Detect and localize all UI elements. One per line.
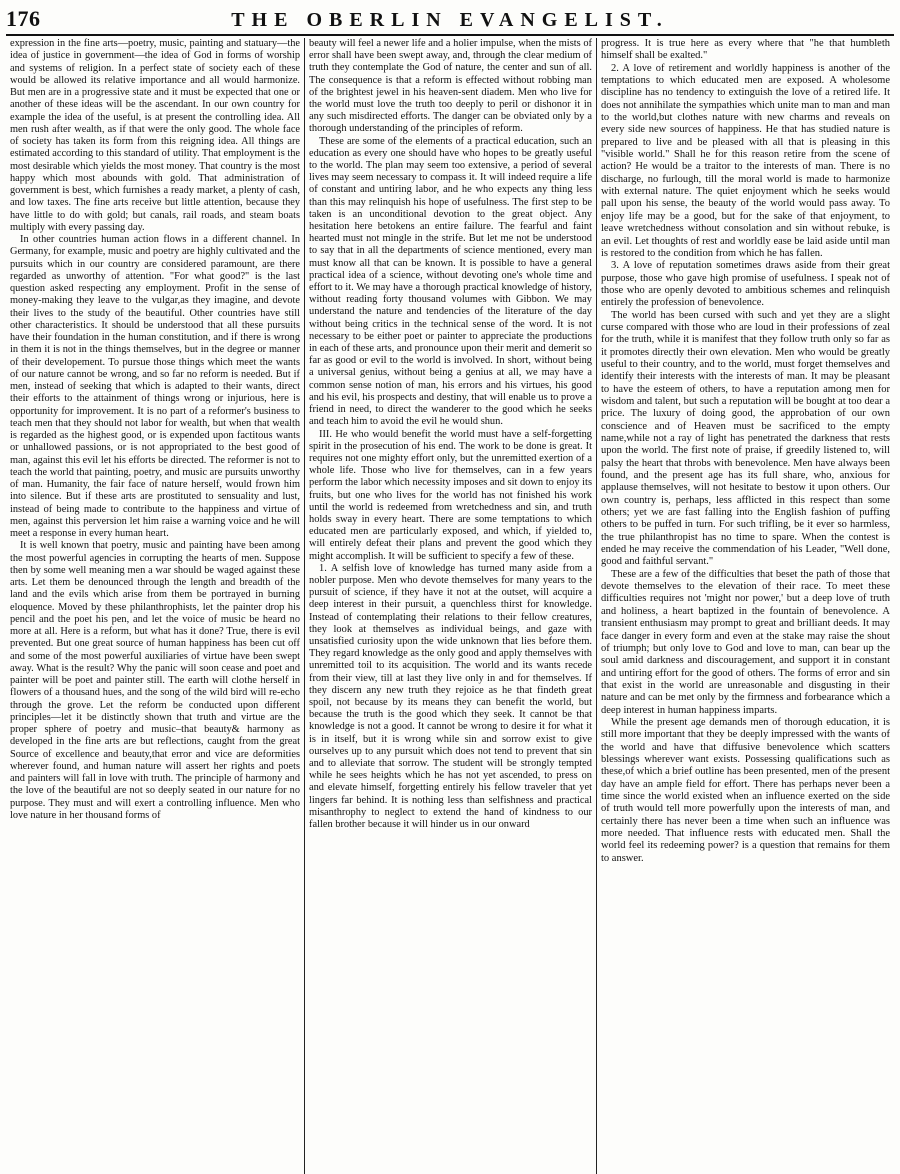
page-number: 176 (6, 6, 41, 31)
text-columns (6, 38, 894, 1174)
paragraph: 3. A love of reputation sometimes draws aside from their great purpose, those who gave high promise of usefulness. I speak not of those who are openly devoted to ambitious schemes and relinquish entirely the profession of benevolence. (601, 260, 890, 309)
newspaper-title: THE OBERLIN EVANGELIST. (231, 9, 669, 31)
paragraph: It is well known that poetry, music and painting have been among the most powerful agencies in corrupting the hearts of men. Suppose then by some well meaning men a war should be waged against these arts. Let them be denounced through the length and breadth of the land and the evils which arise from them be portrayed in burning eloquence. Moved by these philanthrophists, let the painter drop his pencil and the poet his pen, and let the voice of music be heard no more at all. Here is a reform, but what has it done? True, there is evil prevented. But one great source of human happiness has been cut off and some of the most powerful auxiliaries of virtue have been swept away. What is the result? Why the panic will soon cease and poet and painter will be poet and painter still. The earth will clothe herself in flowers of a thousand hues, and the song of the wild bird will re-echo through the grove. Let the reform be conducted upon different principles—let it be distinctly shown that truth and virtue are the proper sphere of poetry and music–that beauty& harmony as developed in the fine arts are but reflections, caught from the great Source of excellence and beauty,that error and vice are deformities wherever found, and human nature will assert her rights and poets and painters will fall in love with truth. The principle of harmony and the love of the beautiful are not so deeply seated in our nature for no purpose. They must and will exert a controlling influence. Men who love nature in her thousand forms of (10, 540, 300, 821)
paragraph: 1. A selfish love of knowledge has turned many aside from a nobler purpose. Men who devote themselves for many years to the pursuit of science, if they have it not at the outset, will acquire a deep interest in their pursuit, a quenchless thirst for knowledge. Instead of contemplating their relations to their fellow creatures, they look at themselves as individual beings, and gaze with unsatisfied curiosity upon the wide unknown that lies before them. They regard knowledge as the only good and apply themselves with unremitted toil to its acquisition. The world and its wants recede from their view, till at last they live only in and for themselves. If they discern any new truth they rejoice as he that findeth great spoil, not because by its means they can benefit the world, but because the truth is the good which they seek. It cannot be that knowledge is not a good. It cannot be wrong to desire it for what it is in itself, but it is wrong while sin and sorrow exist to give ourselves up to any pursuit which does not tend to prevent that sin and to alleviate that sorrow. The student will be strongly tempted while he sees heights which he has not yet ascended, to press on and elevate himself, forgetting entirely his fellow traveler that yet lingers far behind. It is nothing less than selfishness and practical misanthrophy to neglect to extend the hand of kindness to our fallen brother because it will hinder us in our onward (309, 562, 592, 830)
column-2 (304, 38, 596, 1174)
paragraph: While the present age demands men of thorough education, it is still more important that they be deeply impressed with the wants of the world and have that diffusive benevolence which scatters blessings wherever want exists. Possessing qualifications such as these,of which a brief outline has been presented, men of the present day have an ample field for effort. There has perhaps never been a time since the world existed when an influence exerted on the side of truth would tell more powerfully upon the interests of man, and certainly there has never been a time when such an influence was more needed. That influence rests with educated men. Shall the world feel its redeeming power? is a question that remains for them to answer. (601, 716, 890, 864)
paragraph: These are some of the elements of a practical education, such an education as every one should have who hopes to be greatly useful to the world. The plan may seem too extensive, a period of several lives may seem necessary to compass it. It will indeed require a life of constant and untiring labor, and he who expects any thing less than this may relinquish his hope of usefulness. The first step to be taken is an unconditional devotion to the great object. Any hesitation here betokens an entire failure. The fearful and faint hearted must not mingle in the strife. But let me not be understood to say that in all the departments of science mentioned, every man must know all that can be known. It is possible to have a general practical idea of a science, without devoting one's whole time and effort to it. We may have a thorough practical knowledge of history, without reading forty thousand volumes with Gibbon. We may understand the nature and tendencies of the literature of the day without being critics in the technical sense of the word. It is not necessary to be either poet or painter to appreciate the productions in each of these arts, and pronounce upon their merit and demerit so far as good or evil to the world is involved. In short, without being a universal genius, without being a genius at all, we may have a common sense notion of man, his errors and his virtues, his good and his evil, his prospects and destiny, that will enable us to prove a friend in need, to direct the wanderer to the good which he seeks and teach him to avoid the evil he would shun. (309, 135, 592, 428)
paragraph: expression in the fine arts—poetry, music, painting and statuary—the idea of justice in government—the idea of God in forms of worship and systems of religion. In a perfect state of society each of these would be allowed its relative importance and all would harmonize. But men are in a progressive state and it must be expected that one or another of these ideas will be the ascendant. In our own country for example the idea of the useful, is at present the controlling idea. All men rush after wealth, as if that were the only good. The whole face of society has taken its form from this reigning idea. All things are estimated according to this standard of utility. That employment is the most desirable which yields the most money. That country is the most happy which most abounds with gold. That administration of government is best, which furnishes a ready market, a plenty of cash, and low taxes. The fine arts receive but little attention, because they have little to do with gold; but canals, rail roads, and steam boats multiply with every passing day. (10, 38, 300, 233)
paragraph: III. He who would benefit the world must have a self-forgetting spirit in the prosecution of his end. The work to be done is great. It requires not one mighty effort only, but the unremitted exertion of a whole life. Those who live for themselves, can in a few years perform the labor which necessity imposes and sit down to enjoy its fruits, but one who lives for the world has not finished his work until the world is redeemed from wretchedness and sin, and truth holds sway in every heart. There are some temptations to which educated men are particularly exposed, and which, if yielded to, will entirely defeat their plans and prevent the good which they might accomplish. It will be sufficient to specify a few of these. (309, 428, 592, 562)
paragraph: In other countries human action flows in a different channel. In Germany, for example, music and poetry are highly cultivated and the pursuits which in our country are considered paramount, are there regarded as unworthy of attention. "For what good?" is the last question asked respecting any employment. Profit in the sense of money-making they leave to the vulgar,as they imagine, and devote their lives to the study of the beautiful. Other countries have still other characteristics. It should be understood that all these pursuits have their foundation in the human constitution, and if there is wrong in them it is not in the things themselves, but in the degree or manner of their developement. To pursue those things which meet the wants of our nature cannot be wrong, and so far no reform is needed. But if men, instead of seeking that which is adapted to their wants, direct their efforts to the attainment of things wrong or injurious, here is opportunity for improvement. It is no part of a reformer's business to teach men that they should not labor for wealth, but when that wealth is regarded as the highest good, or is expended upon factitous wants or unhallowed passions, or is not appropriated to the best good of man, against this evil let his efforts be directed. The reformer is not to teach the world that painting, poetry, and music are pursuits unworthy of man. Humanity, the fair face of nature herself, would frown him into silence. But if these arts are prostituted to sensuality and lust, instead of being made to contribute to the happiness and virtue of men, against this perversion let him raise a warning voice and he will meet a response in every human heart. (10, 234, 300, 539)
paragraph: These are a few of the difficulties that beset the path of those that devote themselves to the elevation of their race. To meet these difficulties requires not 'might nor power,' but a deep love of truth and holiness, a heart baptized in the fountain of benevolence. A transient enthusiasm may prompt to great and brilliant deeds. It may face danger in every form and even at the stake may raise the shout of triumph; but only love to God and love to man, can bear up the soul amid darkness and discouragement, and support it in constant and untiring effort for the good of others. The forms of error and sin that exist in the world are unreasonable and disgusting in their nature and can be met only by the firmness and forbearance which a deep interest in human happiness imparts. (601, 568, 890, 716)
paragraph: The world has been cursed with such and yet they are a slight curse compared with those who are loud in their professions of zeal for the truth, while it is manifest that they follow truth only so far as it promotes directly their own elevation. Men who would be greatly useful to their country, and to the world, must forget themselves and identify their interests with the interests of man. It may be pleasant to have the esteem of others, to have a reputation among men for wisdom and talent, but such a reputation will be bought at too dear a price. The luxury of doing good, the approbation of our own conscience and of Heaven must be sacrificed to the empty name,while not a ray of light has penetrated the darkness that rests upon the world. The first note of praise, if greedily listened to, will palsy the heart that throbs with benevolence. Men have always been found, and the present age has its full share, who, anxious for applause themselves, will not hesitate to bestow it upon others. Our own country is, perhaps, less afflicted in this respect than some others; yet we are fast falling into the English fashion of puffing others to be puffed in turn. For such trifling, be it ever so harmless, the true philanthropist has no time to spare. When the contest is ended he may receive the commendation of his Leader, "Well done, good and faithful servant." (601, 309, 890, 568)
masthead (6, 6, 894, 36)
column-1 (6, 38, 304, 1174)
paragraph: beauty will feel a newer life and a holier impulse, when the mists of error shall have been swept away, and, through the clear medium of truth they contemplate the God of nature, the center and sun of all. The consequence is that a reform is effected without robbing man of the brightest jewel in his heaven-sent diadem. Men who live for the world must love the truth too deeply to peril or dishonor it in any such misdirected efforts. The danger can be obviated only by a thorough understanding of the principles of reform. (309, 38, 592, 135)
paragraph: 2. A love of retirement and worldly happiness is another of the temptations to which educated men are exposed. A wholesome discipline has no tendency to extinguish the love of a retired life. It does not annihilate the sympathies which unite man to man and man to the world,but clothes nature with new charms and reveals on every side new sources of happiness. He that has studied nature is prepared to live and be pleased with all that is pleasing in this "visible world." Shall he for this reason retire from the scene of action? He would be a traitor to the interests of man. There is no discharge, no furlough, till the moral world is made to harmonize with external nature. The quiet enjoyment which he seeks would pall upon his sense, the beauty of the world would pass away. To enjoy life may be a good, but for the sake of that enjoyment, to leave wretchedness without consolation and sin without rebuke, is an evil. Let thoughts of rest and worldly ease be laid aside until man is restored to the condition from which he has fallen. (601, 62, 890, 259)
paragraph: progress. It is true here as every where that "he that humbleth himself shall be exalted." (601, 38, 890, 62)
column-3 (596, 38, 894, 1174)
